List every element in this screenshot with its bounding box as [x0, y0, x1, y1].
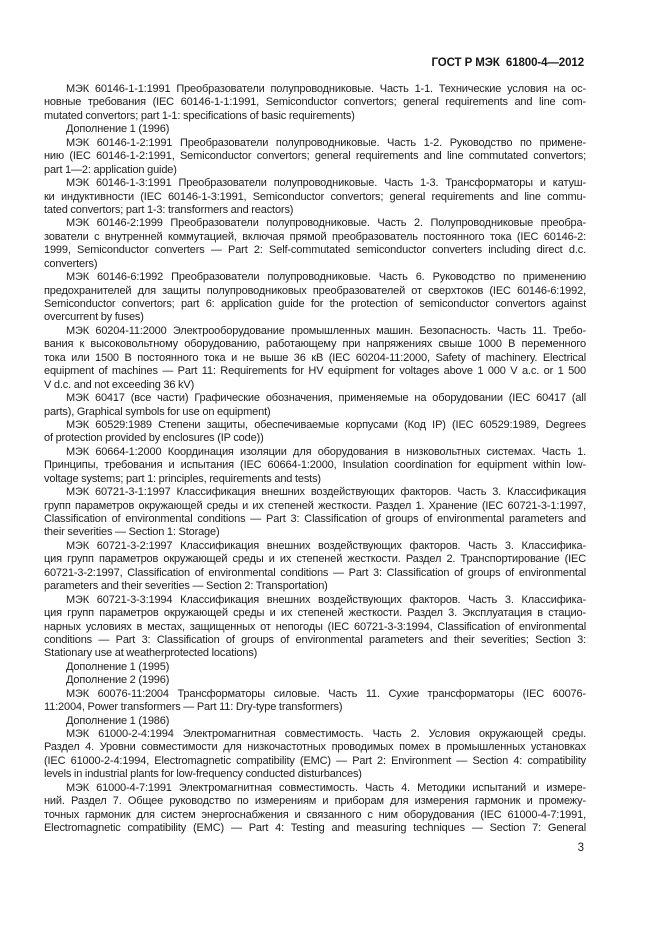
- text-line: нию (IEC 60146-1-2:1991, Semiconductor convertors; general requirements and line commutated convertors;: [44, 150, 586, 163]
- text-line: equipment of machines — Part 11: Requirements for HV equipment for voltages above 1 000 V a.c. or 1 500: [44, 365, 586, 378]
- text-line: МЭК 60664-1:2000 Координация изоляции для оборудования в низковольтных системах. Часть 1.: [66, 445, 586, 458]
- text-line: МЭК 60146-2:1999 Преобразователи полупроводниковые. Часть 2. Полупроводниковые преобра-: [66, 217, 586, 230]
- text-line: Semiconductor convertors; part 6: application guide for the protection of semiconductor convertors against: [44, 298, 586, 310]
- text-line: part 1—2: application guide): [44, 163, 177, 176]
- page-number: 3: [577, 842, 584, 854]
- text-line: МЭК 60529:1989 Степени защиты, обеспечиваемые корпусами (Код IP) (IEC 60529:1989, Degrees: [66, 418, 586, 431]
- text-line: ний. Раздел 7. Общее руководство по измерениям и приборам для измерения гармоник и промежу-: [44, 795, 586, 808]
- text-line: ки индуктивности (IEC 60146-1-3:1991, Semiconductor convertors; general requirements and line commu-: [44, 190, 586, 203]
- text-line: V d.c. and not exceeding 36 kV): [44, 378, 195, 391]
- text-line: предохранителей для защиты полупроводниковых преобразователей от сверхтоков (IEC 60146-6:1992,: [44, 284, 586, 297]
- text-line: conditions — Part 3: Classification of groups of environmental parameters and their severities; Section 3:: [44, 633, 586, 646]
- text-line: Дополнение 1 (1996): [66, 123, 170, 136]
- text-line: (IEC 61000-2-4:1994, Electromagnetic compatibility (EMC) — Part 2: Environment — Section 4: compatibility: [44, 754, 586, 767]
- text-line: МЭК 60721-3-1:1997 Классификация внешних воздействующих факторов. Часть 3. Классификация: [66, 486, 586, 499]
- text-line: МЭК 60721-3-2:1997 Классификация внешних воздействующих факторов. Часть 3. Классифика-: [66, 539, 586, 552]
- text-line: tated convertors; part 1-3: transformers and reactors): [44, 203, 294, 216]
- text-line: voltage systems; part 1: principles, requirements and tests): [44, 472, 321, 485]
- text-line: parameters and their severities — Section 2: Transportation): [44, 580, 328, 593]
- text-line: ция групп параметров окружающей среды и их степеней жесткости. Раздел 3. Эксплуатация в стацио-: [44, 607, 586, 620]
- text-line: Дополнение 2 (1996): [66, 674, 170, 687]
- text-line: МЭК 60076-11:2004 Трансформаторы силовые. Часть 11. Сухие трансформаторы (IEC 60076-: [66, 687, 586, 700]
- text-line: новные требования (IEC 60146-1-1:1991, Semiconductor convertors; general requirements and line com-: [44, 96, 586, 109]
- text-line: their severities — Section 1: Storage): [44, 526, 220, 539]
- text-line: Stationary use at weatherprotected locations): [44, 647, 258, 660]
- text-line: 60721-3-2:1997, Classification of environmental conditions — Part 3: Classification of groups of environmental: [44, 566, 586, 579]
- document-body: [44, 83, 586, 836]
- text-line: converters): [44, 257, 98, 270]
- text-line: МЭК 60204-11:2000 Электрооборудование промышленных машин. Безопасность. Часть 11. Требо-: [66, 324, 586, 337]
- text-line: 1999, Semiconductor converters — Part 2: Self-commutated semiconductor converters including direct d.c.: [44, 244, 586, 257]
- text-line: Classification of environmental conditions — Part 3: Classification of groups of environmental parameters and: [44, 513, 586, 525]
- text-line: mutated convertors; part 1-1: specifications of basic requirements): [44, 109, 355, 122]
- text-line: МЭК 60417 (все части) Графические обозначения, применяемые на оборудовании (IEC 60417 (all: [66, 392, 586, 405]
- text-line: of protection provided by enclosures (IP code)): [44, 432, 264, 445]
- text-line: МЭК 60146-1-3:1991 Преобразователи полупроводниковые. Часть 1-3. Трансформаторы и катуш-: [66, 177, 586, 190]
- text-line: Принципы, требования и испытания (IEC 60664-1:2000, Insulation coordination for equipment within low-: [44, 459, 586, 472]
- text-line: точных гармоник для систем энергоснабжения и связанного с ним оборудования (IEC 61000-4-7:1991,: [44, 808, 586, 821]
- text-line: Раздел 4. Уровни совместимости для низкочастотных проводимых помех в промышленных установках: [44, 741, 586, 754]
- text-line: зователи с внутренней коммутацией, включая прямой преобразователь постоянного тока (IEC 60146-2:: [44, 230, 586, 243]
- text-line: МЭК 60721-3-3:1994 Классификация внешних воздействующих факторов. Часть 3. Классифика-: [66, 593, 586, 606]
- text-line: Electromagnetic compatibility (EMC) — Part 4: Testing and measuring techniques — Section 7: General: [44, 822, 586, 835]
- text-line: групп параметров окружающей среды и их степеней жесткости. Раздел 1. Хранение (IEC 60721-3-1:1997,: [44, 499, 586, 512]
- text-line: overcurrent by fuses): [44, 311, 144, 324]
- text-line: Дополнение 1 (1986): [66, 714, 170, 727]
- text-line: тока или 1500 В постоянного тока и не выше 36 кВ (IEC 60204-11:2000, Safety of machinery. Electrical: [44, 351, 586, 364]
- text-line: нарных условиях в местах, защищенных от непогоды (IEC 60721-3-3:1994, Classification of environmental: [44, 620, 586, 633]
- text-line: levels in industrial plants for low-frequency conducted disturbances): [44, 768, 362, 781]
- page-header: ГОСТ Р МЭК 61800-4—2012: [431, 57, 584, 69]
- text-line: Дополнение 1 (1995): [66, 660, 170, 673]
- text-line: МЭК 61000-4-7:1991 Электромагнитная совместимость. Часть 4. Методики испытаний и измере-: [66, 781, 586, 794]
- text-line: 11:2004, Power transformers — Part 11: Dry-type transformers): [44, 701, 343, 714]
- text-line: ция групп параметров окружающей среды и их степеней жесткости. Раздел 2. Транспортирование (IEC: [44, 553, 586, 566]
- text-line: вания к высоковольтному оборудованию, работающему при напряжениях свыше 1000 В переменного: [44, 338, 586, 351]
- text-line: parts), Graphical symbols for use on equipment): [44, 405, 271, 418]
- text-line: МЭК 60146-6:1992 Преобразователи полупроводниковые. Часть 6. Руководство по применению: [66, 271, 586, 284]
- text-line: МЭК 60146-1-2:1991 Преобразователи полупроводниковые. Часть 1-2. Руководство по примене-: [66, 136, 586, 149]
- text-line: МЭК 61000-2-4:1994 Электромагнитная совместимость. Часть 2. Условия окружающей среды.: [66, 728, 586, 740]
- text-line: МЭК 60146-1-1:1991 Преобразователи полупроводниковые. Часть 1-1. Технические условия на ос-: [66, 83, 586, 95]
